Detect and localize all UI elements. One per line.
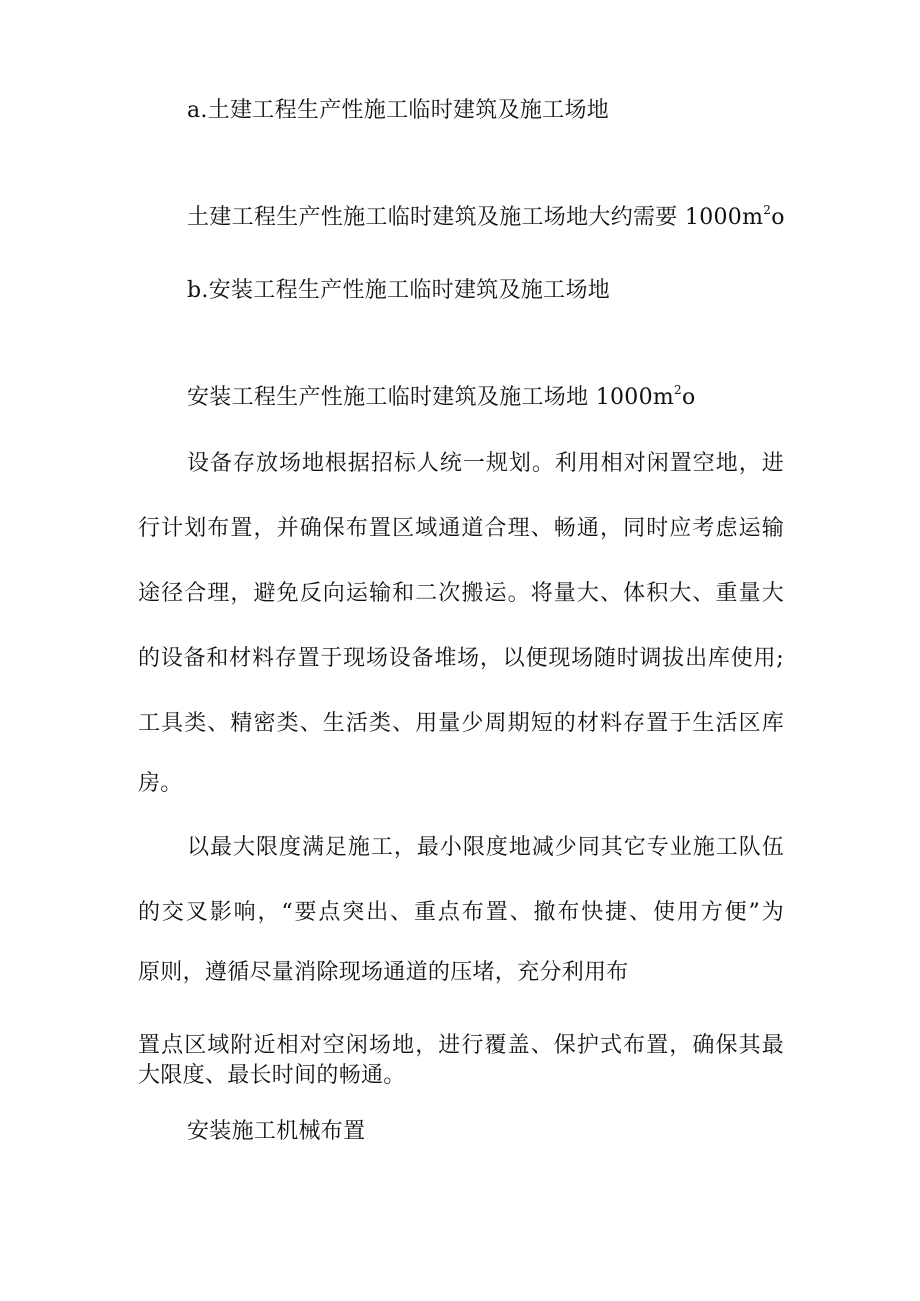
paragraph-b-tail: o <box>681 385 696 410</box>
paragraph-c-line: 设备存放场地根据招标人统一规划。利用相对闲置空地，进 <box>187 451 784 476</box>
paragraph-c-line: 的设备和材料存置于现场设备堆场，以便现场随时调拔出库使用; <box>138 646 784 671</box>
paragraph-b <box>187 383 797 413</box>
paragraph-d-line: 原则，遵循尽量消除现场通道的压堵，充分利用布 <box>138 960 629 985</box>
paragraph-e-line: 大限度、最长时间的畅通。 <box>138 1063 406 1088</box>
paragraph-a-text: 土建工程生产性施工临时建筑及施工场地大约需要 1000m <box>187 205 764 230</box>
section-heading-b: b.安装工程生产性施工临时建筑及施工场地 <box>187 278 611 303</box>
superscript-2: 2 <box>674 382 682 397</box>
section-heading-c: 安装施工机械布置 <box>187 1119 366 1144</box>
superscript-2: 2 <box>763 202 772 217</box>
paragraph-a-tail: o <box>771 205 785 230</box>
paragraph-c-line: 工具类、精密类、生活类、用量少周期短的材料存置于生活区库 <box>138 711 784 736</box>
paragraph-a <box>187 203 797 233</box>
section-heading-a: a.土建工程生产性施工临时建筑及施工场地 <box>187 98 610 123</box>
paragraph-d-line: 的交叉影响，“要点突出、重点布置、撤布快捷、使用方便”为 <box>138 900 784 925</box>
paragraph-e-line: 置点区域附近相对空闲场地，进行覆盖、保护式布置，确保其最 <box>138 1033 784 1058</box>
paragraph-c-line: 房。 <box>138 771 183 796</box>
paragraph-d-line: 以最大限度满足施工，最小限度地减少同其它专业施工队伍 <box>187 835 784 860</box>
paragraph-b-text: 安装工程生产性施工临时建筑及施工场地 1000m <box>187 385 675 410</box>
paragraph-c-line: 行计划布置，并确保布置区域通道合理、畅通，同时应考虑运输 <box>138 516 784 541</box>
paragraph-c-line: 途径合理，避免反向运输和二次搬运。将量大、体积大、重量大 <box>138 581 784 606</box>
